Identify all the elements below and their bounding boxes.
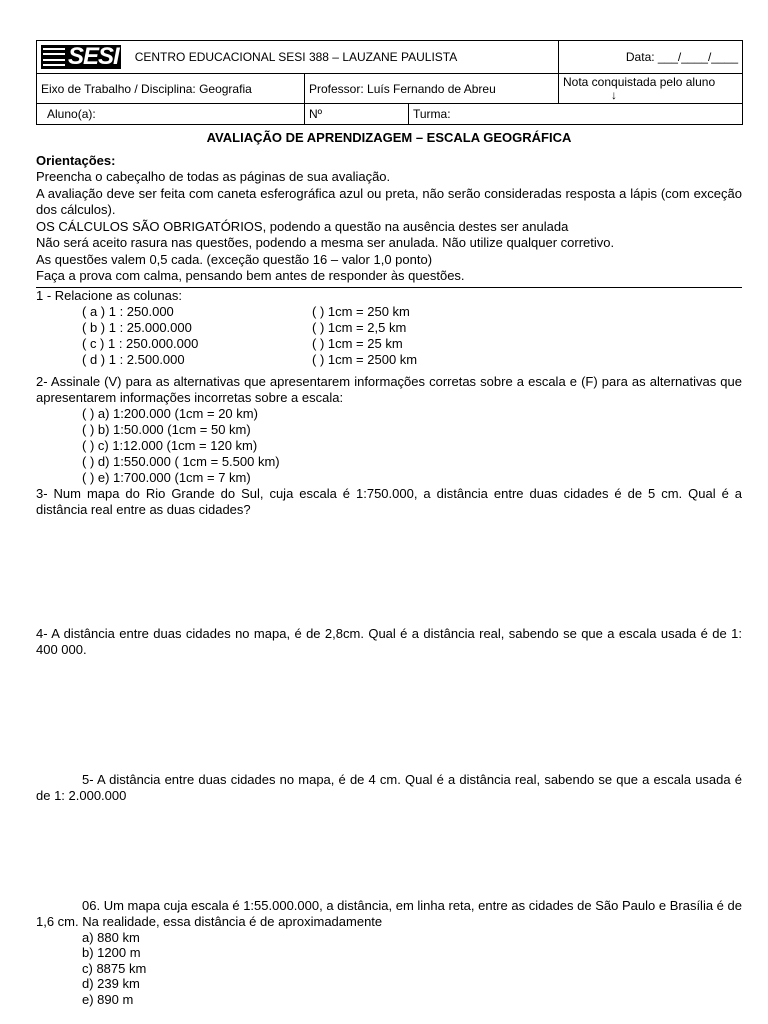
answer-space[interactable] bbox=[36, 658, 742, 772]
student-number-field[interactable]: Nº bbox=[305, 104, 409, 125]
question-1-row bbox=[36, 352, 742, 368]
q2-option[interactable]: ( ) e) 1:700.000 (1cm = 7 km) bbox=[82, 469, 251, 485]
orientation-line: Não será aceito rasura nas questões, podendo a mesma ser anulada. Não utilize qualquer corretivo. bbox=[36, 235, 615, 250]
date-field[interactable]: Data: ___/____/____ bbox=[559, 41, 743, 74]
q1-left-item: ( a ) 1 : 250.000 bbox=[82, 303, 174, 319]
orientation-line: As questões valem 0,5 cada. (exceção questão 16 – valor 1,0 ponto) bbox=[36, 251, 433, 267]
arrow-down-icon: ↓ bbox=[611, 88, 617, 102]
question-4-stem: 4- A distância entre duas cidades no mapa, é de 2,8cm. Qual é a distância real, sabendo se que a escala usada é de 1: 400 000. bbox=[36, 625, 742, 657]
answer-space[interactable] bbox=[36, 518, 742, 626]
question-1-row bbox=[36, 304, 742, 320]
question-5-stem: 5- A distância entre duas cidades no mapa, é de 4 cm. Qual é a distância real, sabendo se que a escala usada é de 1: 2.000.000 bbox=[36, 771, 742, 803]
question-1-stem: 1 - Relacione as colunas: bbox=[36, 287, 182, 303]
school-name: CENTRO EDUCACIONAL SESI 388 – LAUZANE PAULISTA bbox=[134, 50, 458, 64]
q6-option[interactable]: e) 890 m bbox=[82, 991, 134, 1007]
exam-page bbox=[36, 40, 742, 1007]
question-3-stem: 3- Num mapa do Rio Grande do Sul, cuja escala é 1:750.000, a distância entre duas cidades é de 5 cm. Qual é a distância real entre as duas cidades? bbox=[36, 485, 742, 517]
orientation-line: Preencha o cabeçalho de todas as páginas de sua avaliação. bbox=[36, 169, 391, 184]
student-name-field[interactable]: Aluno(a): bbox=[37, 104, 305, 125]
discipline-cell: Eixo de Trabalho / Disciplina: Geografia bbox=[37, 74, 305, 104]
q1-right-item[interactable]: ( ) 1cm = 2,5 km bbox=[312, 319, 407, 335]
orientation-line: OS CÁLCULOS SÃO OBRIGATÓRIOS, podendo a questão na ausência destes ser anulada bbox=[36, 218, 569, 234]
q6-option[interactable]: d) 239 km bbox=[82, 976, 140, 991]
orientation-line: Faça a prova com calma, pensando bem antes de responder às questões. bbox=[36, 268, 465, 283]
question-1-row bbox=[36, 336, 742, 352]
teacher-cell: Professor: Luís Fernando de Abreu bbox=[305, 74, 559, 104]
header-table bbox=[36, 40, 743, 125]
logo-wordmark: SESI bbox=[68, 43, 119, 70]
q6-option[interactable]: c) 8875 km bbox=[82, 960, 147, 976]
q1-left-item: ( b ) 1 : 25.000.000 bbox=[82, 319, 192, 335]
q6-option[interactable]: b) 1200 m bbox=[82, 945, 141, 960]
grade-cell bbox=[559, 74, 743, 104]
exam-title: AVALIAÇÃO DE APRENDIZAGEM – ESCALA GEOGRÁFICA bbox=[206, 130, 572, 145]
answer-space[interactable] bbox=[36, 804, 742, 898]
school-cell bbox=[37, 41, 559, 74]
grade-label: Nota conquistada pelo aluno bbox=[563, 75, 716, 89]
orientations-heading: Orientações: bbox=[36, 153, 116, 168]
q1-left-item: ( c ) 1 : 250.000.000 bbox=[82, 335, 199, 351]
q1-right-item[interactable]: ( ) 1cm = 250 km bbox=[312, 303, 410, 319]
q6-option[interactable]: a) 880 km bbox=[82, 929, 140, 945]
q2-option[interactable]: ( ) c) 1:12.000 (1cm = 120 km) bbox=[82, 437, 258, 453]
q2-option[interactable]: ( ) b) 1:50.000 (1cm = 50 km) bbox=[82, 421, 251, 437]
question-6-stem: 06. Um mapa cuja escala é 1:55.000.000, a distância, em linha reta, entre as cidades de São Paulo e Brasília é de 1,6 cm. Na realidade, essa distância é de aproximadamente bbox=[36, 897, 742, 929]
logo-bars-icon bbox=[43, 48, 65, 66]
question-1-row bbox=[36, 320, 742, 336]
q1-left-item: ( d ) 1 : 2.500.000 bbox=[82, 351, 185, 367]
orientation-line: A avaliação deve ser feita com caneta esferográfica azul ou preta, não serão consideradas resposta a lápis (com exceção dos cálculos). bbox=[36, 185, 742, 217]
q1-right-item[interactable]: ( ) 1cm = 2500 km bbox=[312, 351, 418, 367]
q2-option[interactable]: ( ) d) 1:550.000 ( 1cm = 5.500 km) bbox=[82, 453, 280, 469]
q2-option[interactable]: ( ) a) 1:200.000 (1cm = 20 km) bbox=[82, 405, 258, 421]
sesi-logo bbox=[41, 45, 121, 69]
class-field[interactable]: Turma: bbox=[409, 104, 743, 125]
question-2-stem: 2- Assinale (V) para as alternativas que apresentarem informações corretas sobre a escala e (F) para as alternativas que apresentarem informações incorretas sobre a escala: bbox=[36, 373, 742, 405]
q1-right-item[interactable]: ( ) 1cm = 25 km bbox=[312, 335, 403, 351]
